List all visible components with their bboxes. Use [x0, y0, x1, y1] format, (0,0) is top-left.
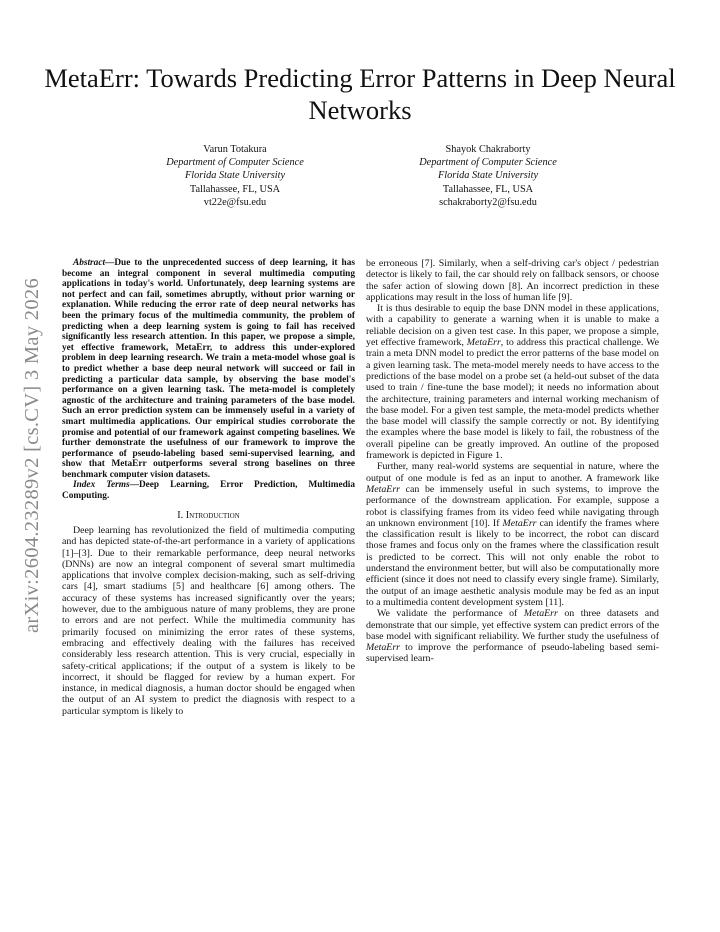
body-paragraph: be erroneous [7]. Similarly, when a self-driving car's object / pedestrian detector is likely to fail, the car should rely on fallback sensors, or choose the safer action of slowing down [8]. An incorrect prediction in these applications may result in the loss of human life [9].	[366, 258, 659, 303]
abstract	[62, 258, 355, 480]
body-paragraph: It is thus desirable to equip the base DNN model in these applications, with a capability to generate a warning when it is unable to make a reliable decision on a given test case. In this paper, we propose a simple, yet effective framework, MetaErr, to address this practical challenge. We train a meta DNN model to predict the error patterns of the base model on a given learning task. The meta-model merely needs to have access to the predictions of the base model on a probe set (a held-out subset of the data used to train / fine-tune the base model); it needs no information about the architecture, training parameters and internal working mechanism of the base model. For a given test sample, the meta-model predicts whether the base model will classify the sample correctly or not. By identifying the examples where the base model is likely to fail, the robustness of the overall pipeline can be greatly improved. An outline of the proposed framework is depicted in Figure 1.	[366, 303, 659, 462]
author-name: Shayok Chakraborty	[445, 144, 531, 155]
section-heading: I. Introduction	[177, 509, 240, 521]
author-location: Tallahassee, FL, USA	[189, 183, 281, 195]
body-paragraph: Further, many real-world systems are sequential in nature, where the output of one module is fed as an input to another. A framework like MetaErr can be immensely useful in such systems, to improve the performance of the downstream application. For example, suppose a robot is classifying frames from its video feed while navigating through an unknown environment [10]. If MetaErr can identify the frames where the classification result is likely to be incorrect, the robot can discard those frames and focus only on the frames where the classification result is predicted to be correct. This will not only enable the robot to understand the environment better, but will also be computationally more efficient (since it does not need to classify every single frame). Similarly, the output of an image aesthetic analysis module may be fed as an input to a multimedia content development system [11].	[366, 461, 659, 608]
abstract-text: —Due to the unprecedented success of deep learning, it has become an integral component in several multimedia computing applications in today's world. Unfortunately, deep learning systems are not perfect and can fail, sometimes abruptly, without prior warning or explanation. While reducing the error rate of deep neural networks has been the primary focus of the multimedia community, the problem of predicting when a deep learning system is going to fail has received significantly less research attention. In this paper, we propose a simple, yet effective framework, MetaErr, to address this under-explored problem in deep learning research. We train a meta-model whose goal is to predict whether a base deep neural network will succeed or fail in predicting a particular data sample, by observing the base model's performance on a given learning task. The meta-model is completely agnostic of the architecture and training parameters of the base model. Such an error prediction system can be immensely useful in a variety of smart multimedia applications. Our empirical studies corroborate the promise and potential of our framework against competing baselines. We further demonstrate the usefulness of our framework to improve the performance of pseudo-labeling based semi-supervised learning, and show that MetaErr outperforms several strong baselines on three benchmark computer vision datasets.	[62, 258, 355, 480]
left-column	[62, 258, 355, 717]
index-terms-text: —Deep Learning, Error Prediction, Multimedia Computing.	[62, 480, 355, 502]
method-name: MetaErr	[366, 483, 401, 495]
author-block-1	[105, 143, 365, 209]
author-name: Varun Totakura	[203, 144, 267, 155]
arxiv-stamp: arXiv:2604.23289v2 [cs.CV] 3 May 2026	[20, 277, 43, 633]
author-email: schakraborty2@fsu.edu	[439, 196, 537, 208]
index-terms-lead: Index Terms	[73, 480, 130, 491]
abstract-lead: Abstract	[73, 258, 106, 268]
author-department: Department of Computer Science	[419, 157, 557, 169]
method-name: MetaErr	[523, 608, 558, 620]
method-name: MetaErr	[502, 517, 537, 529]
body-paragraph: Deep learning has revolutionized the field of multimedia computing and has depicted state-of-the-art performance in a variety of applications [1]–[3]. Due to their remarkable performance, deep neural networks (DNNs) are now an integral component of several smart multimedia applications that involve complex decision-making, such as self-driving cars [4], smart stadiums [5] and healthcare [6] among others. The accuracy of these systems has increased significantly over the years; however, due to the ambiguous nature of many problems, they are prone to errors and are not perfect. While the multimedia community has primarily focused on minimizing the error rates of these systems, embracing and effectively dealing with the failures has received considerably less research attention. This is very crucial, especially in safety-critical applications; if the output of a system is likely to be incorrect, it should be flagged for review by a human expert. For instance, in medical diagnosis, a human doctor should be engaged when the output of an AI system to predict the diagnosis with respect to a particular symptom is likely to	[62, 524, 355, 717]
author-university: Florida State University	[184, 170, 286, 182]
author-department: Department of Computer Science	[166, 157, 304, 169]
right-column	[366, 258, 659, 665]
index-terms	[62, 480, 355, 501]
method-name: MetaErr	[366, 642, 401, 654]
author-location: Tallahassee, FL, USA	[442, 183, 534, 195]
author-block-2	[358, 143, 618, 209]
body-paragraph: We validate the performance of MetaErr on three datasets and demonstrate that our simple, yet effective system can predict errors of the base model with significant reliability. We further study the usefulness of MetaErr to improve the performance of pseudo-labeling based semi-supervised learn-	[366, 608, 659, 665]
method-name: MetaErr	[466, 337, 501, 349]
author-university: Florida State University	[437, 170, 539, 182]
author-email: vt22e@fsu.edu	[203, 196, 267, 208]
paper-title: MetaErr: Towards Predicting Error Patterns in Deep Neural Networks	[44, 63, 676, 125]
